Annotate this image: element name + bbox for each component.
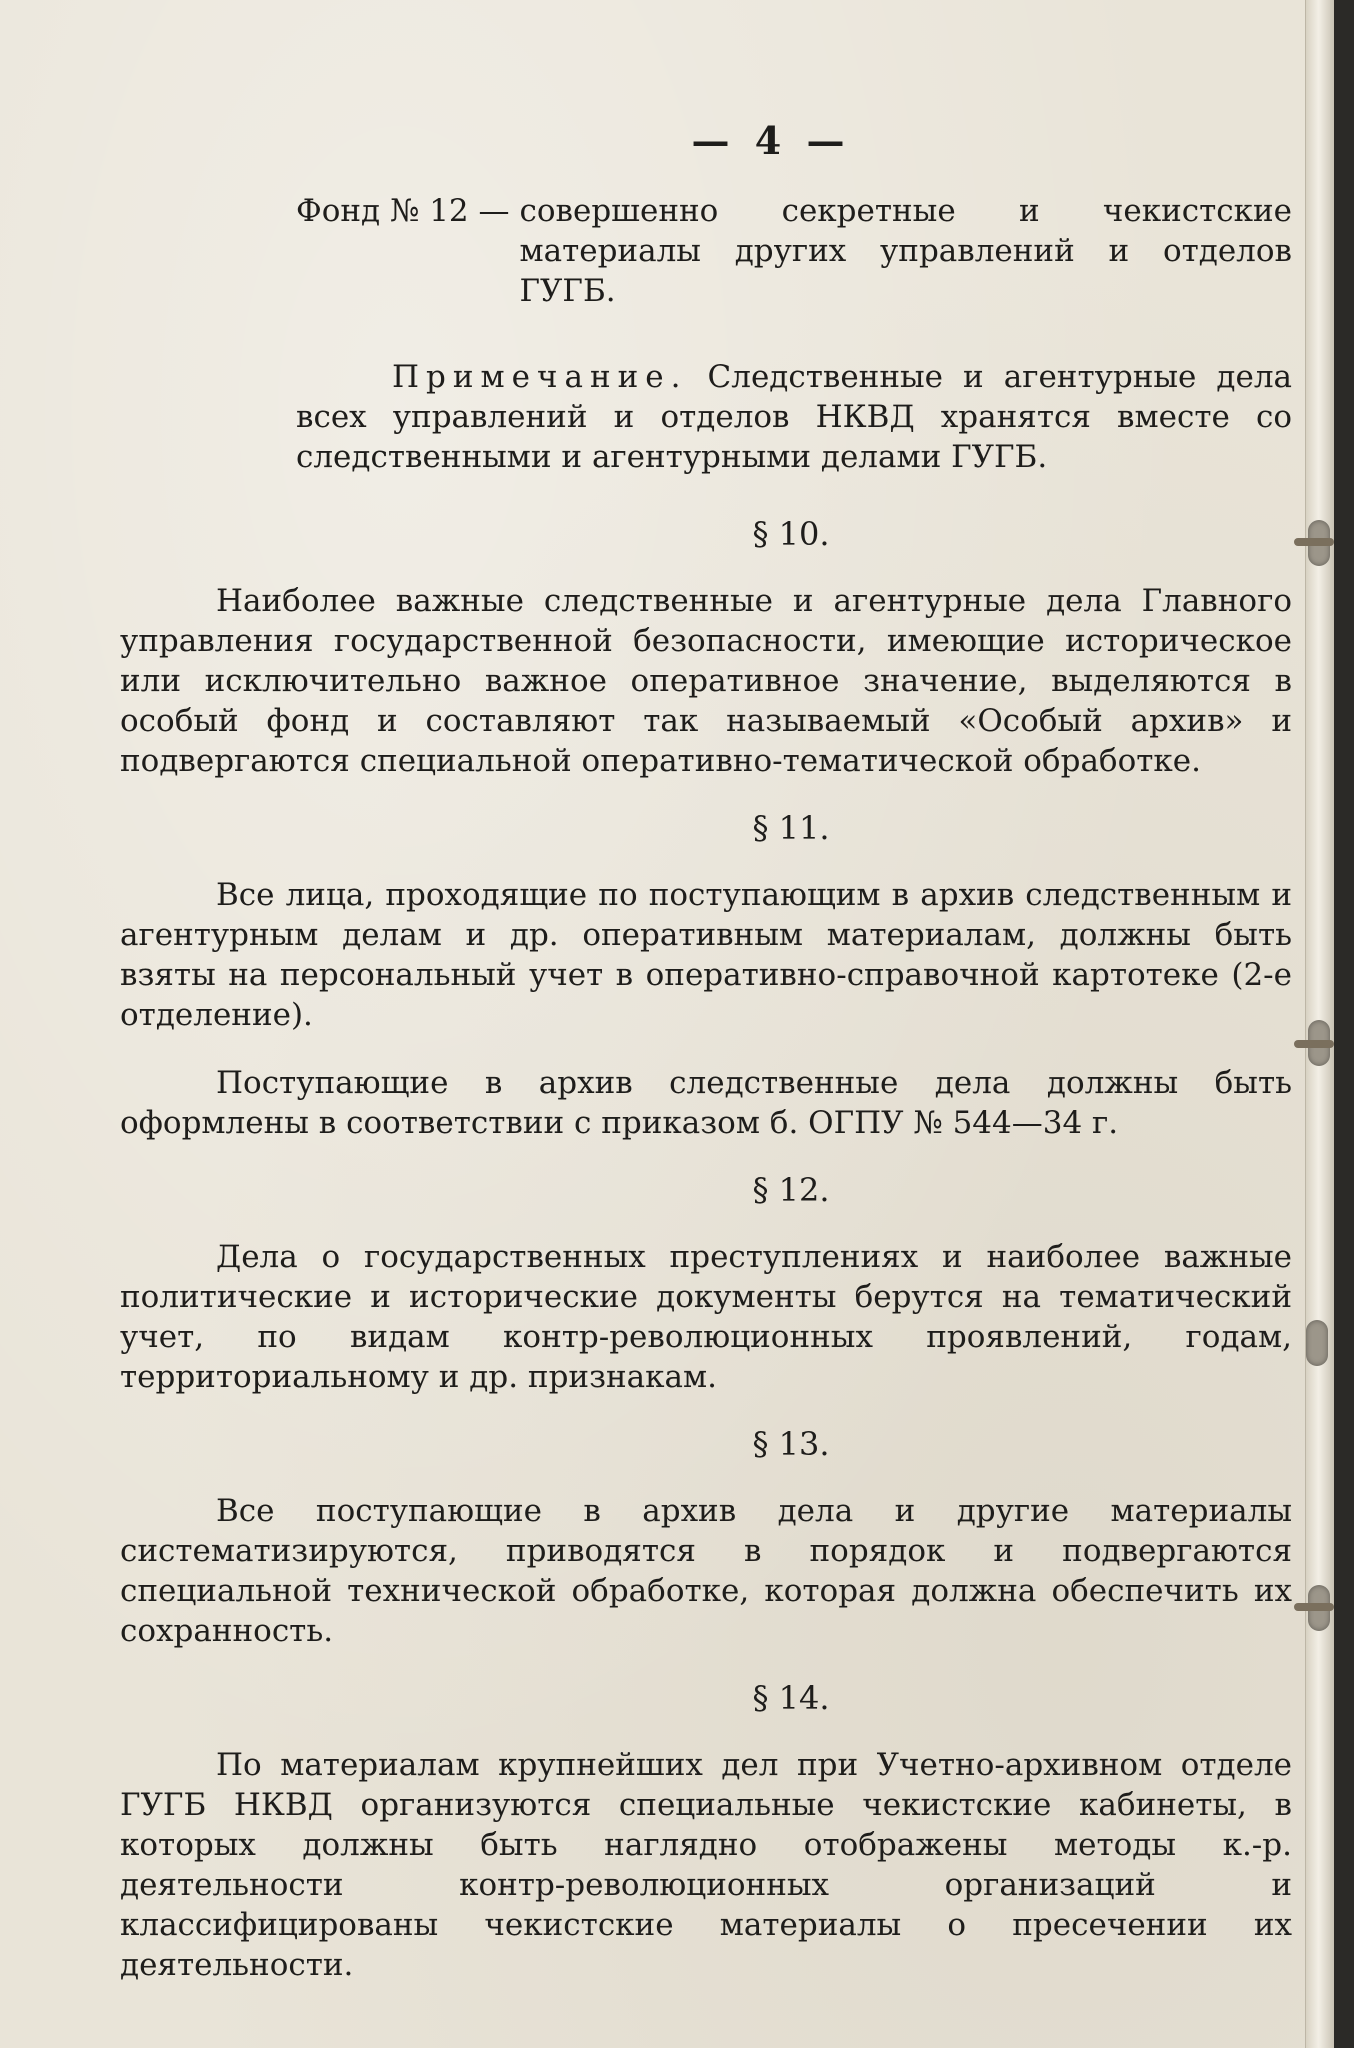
note bbox=[296, 357, 1292, 477]
section-12-paragraph: Дела о государственных преступлениях и наиболее важные политические и исторические документы берутся на тематический учет, по видам контр-революционных проявлений, годам, территориальному и др. признакам. bbox=[120, 1239, 1292, 1395]
section-heading-10: § 10. bbox=[752, 515, 830, 553]
section-11-paragraph-1: Все лица, проходящие по поступающим в архив следственным и агентурным делам и др. оперативным материалам, должны быть взяты на персональный учет в оперативно-справочной картотеке (2-е отделение). bbox=[120, 877, 1292, 1033]
section-13-paragraph: Все поступающие в архив дела и другие материалы систематизируются, приводятся в порядок и подвергаются специальной технической обработке, которая должна обеспечить их сохранность. bbox=[120, 1493, 1292, 1649]
binding-thread bbox=[1294, 1603, 1334, 1611]
section-heading-13: § 13. bbox=[752, 1425, 830, 1463]
fund-text: совершенно секретные и чекистские материалы других управлений и отделов ГУГБ. bbox=[519, 193, 1292, 309]
section-heading-12: § 12. bbox=[752, 1171, 830, 1209]
section-10-paragraph: Наиболее важные следственные и агентурные дела Главного управления государственной безопасности, имеющие историческое или исключительно важное оперативное значение, выделяются в особый фонд и составляют так называемый «Особый архив» и подвергаются специальной оперативно-тематической обработке. bbox=[120, 583, 1292, 779]
section-heading-14: § 14. bbox=[752, 1679, 830, 1717]
page-content bbox=[120, 118, 1292, 2013]
note-label: Примечание. bbox=[392, 359, 688, 395]
fund-entry bbox=[296, 191, 1292, 311]
page-number: — 4 — bbox=[691, 118, 851, 163]
fund-label: Фонд № 12 — bbox=[296, 193, 510, 229]
section-14-paragraph: По материалам крупнейших дел при Учетно-архивном отделе ГУГБ НКВД организуются специальные чекистские кабинеты, в которых должны быть наглядно отображены методы к.-р. деятельности контр-революционных организаций и классифицированы чекистские материалы о пресечении их деятельности. bbox=[120, 1747, 1292, 1983]
note-text: Следственные и агентурные дела всех управлений и отделов НКВД хранятся вместе со следственными и агентурными делами ГУГБ. bbox=[296, 359, 1292, 475]
binding-thread bbox=[1294, 538, 1334, 546]
binding-thread bbox=[1294, 1040, 1334, 1048]
binding-hole bbox=[1306, 1320, 1328, 1366]
section-11-paragraph-2: Поступающие в архив следственные дела должны быть оформлены в соответствии с приказом б. ОГПУ № 544—34 г. bbox=[120, 1065, 1292, 1141]
section-heading-11: § 11. bbox=[752, 809, 830, 847]
